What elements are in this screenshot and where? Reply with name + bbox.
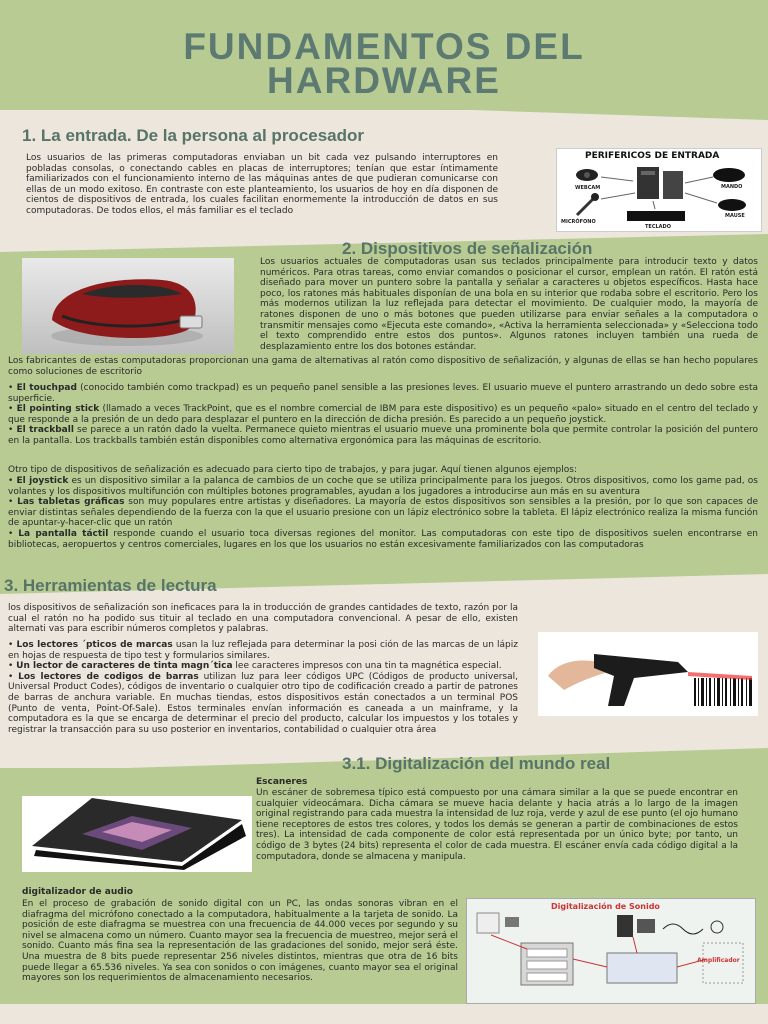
list-item-pointing-stick: • El pointing stick (llamado a veces TrackPoint, que es el nombre comercial de IBM para este dispositivo) es un pequeño «palo» situado en el centro del teclado y que responde a la presión de un dedo para desplazar el puntero en la dirección de dicha presión. Es parecido a un pequeño joystick. <box>8 404 759 425</box>
section31-heading: 3.1. Digitalización del mundo real <box>342 754 611 773</box>
item-text: lee caracteres impresos con una tin ta magnética especial. <box>232 661 502 672</box>
flatbed-drawing <box>22 796 252 872</box>
red-mouse-image <box>22 258 234 354</box>
list-item-magnetic-ink: • Un lector de caracteres de tinta magn´tica lee caracteres impresos con una tin ta magnética especial. <box>8 661 502 672</box>
scanner-drawing <box>538 632 758 716</box>
list-item-optical-mark: • Los lectores ´pticos de marcas usan la luz reflejada para determinar la posi ción de las marcas de un lápiz en hojas de respuesta de tipo test y formularios similares. <box>8 640 518 661</box>
item-bold: Las tabletas gráficas <box>17 497 125 508</box>
sound-digitization-diagram <box>466 898 756 1004</box>
item-text: es un dispositivo similar a la palanca de cambios de un coche que se utiliza principalmente para los juegos. Otros dispositivos, como los game pad, os volantes y los dispositivos multifunción con múltiples botones programables, ayudan a los jugadores a introducirse aun más en su aventura <box>8 476 758 497</box>
list-item-joystick: • El joystick es un dispositivo similar a la palanca de cambios de un coche que se utiliza principalmente para los juegos. Otros dispositivos, como los game pad, os volantes y los dispositivos multifunción con múltiples botones programables, ayudan a los jugadores a introducirse aun más en su aventura <box>8 476 758 497</box>
footer-strip <box>0 1004 768 1024</box>
list-item-tabletas: • Las tabletas gráficas son muy populares entre artistas y diseñadores. La mayoría de estos dispositivos son sensibles a la presión, por lo que son capaces de enviar distintas señales dependiendo de la fuerza con la que el usuario presione con un lápiz electrónico sobre la tableta. El lápiz electrónico realiza la misma función de apuntar-y-hacer-clic que un ratón <box>8 497 759 529</box>
list-item-touchpad: • El touchpad (conocido también como trackpad) es un pequeño panel sensible a las presiones leves. El usuario mueve el puntero arrastrando un dedo sobre esta superficie. <box>8 383 758 404</box>
list-item-pantalla-tactil: • La pantalla táctil responde cuando el usuario toca diversas regiones del monitor. Las computadoras con este tipo de dispositivos suelen encontrarse en bibliotecas, aeropuertos y centros comerciales, lugares en los que los usuarios no están excesivamente familiarizados con las computadoras <box>8 528 758 550</box>
section1-heading: 1. La entrada. De la persona al procesador <box>22 126 365 145</box>
page-title <box>0 26 768 101</box>
label-teclado: TECLADO <box>645 224 671 230</box>
item-text: son muy populares entre artistas y diseñadores. La mayoría de estos dispositivos son sensibles a la presión, por lo que son capaces de enviar distintas señales dependiendo de la fuerza con la que el usuario presione con un lápiz electrónico sobre la tableta. El lápiz electrónico realiza la misma función de apuntar-y-hacer-clic que un ratón <box>8 497 759 529</box>
section3-intro: los dispositivos de señalización son ineficaces para la in troducción de grandes cantidades de texto, razón por la cual el ratón no ha podido sus tituir al teclado en una computadora convencional. A pesar de ello, existen alternati vas para escribir números completos y palabras. <box>8 603 518 635</box>
reading-tools-list <box>8 640 518 735</box>
item-bold: Un lector de caracteres de tinta magn´tica <box>16 661 233 672</box>
item-bold: El touchpad <box>16 383 77 393</box>
item-text: (llamado a veces TrackPoint, que es el nombre comercial de IBM para este dispositivo) es un pequeño «palo» situado en el centro del teclado y que responde a la presión de un dedo para desplazar el puntero en la dirección de dicha presión. Es parecido a un pequeño joystick. <box>8 404 759 425</box>
label-mause: MAUSE <box>725 213 745 219</box>
diagram-drawing <box>467 899 755 1003</box>
scanner-body: Un escáner de sobremesa típico está compuesto por una cámara similar a la que se puede encontrar en cualquier videocámara. Dicha cámara se mueve hacia delante y hacia atrás a lo largo de la imagen original registrando para cada muestra la intensidad de luz roja, verde y azul de ese punto (el ojo humano tiene receptores de estos tres colores, y todos los demás se generan a partir de combinaciones de estos tres). La intensidad de cada componente de color está representada por un único byte; por tanto, un código de 3 bytes (24 bits) representa el color de cada muestra. El escáner envía cada código digital a la computadora, donde se almacena y manipula. <box>256 788 738 862</box>
section2-heading: 2. Dispositivos de señalización <box>342 239 593 258</box>
input-peripherals-figure <box>556 148 762 232</box>
item-text: (conocido también como trackpad) es un pequeño panel sensible a las presiones leves. El usuario mueve el puntero arrastrando un dedo sobre esta superficie. <box>8 383 758 404</box>
audio-title: digitalizador de audio <box>22 887 133 897</box>
item-bold: Los lectores ´pticos de marcas <box>16 640 173 650</box>
figure-title: PERIFERICOS DE ENTRADA <box>585 151 720 161</box>
diagram-title: Digitalización de Sonido <box>551 902 660 911</box>
item-bold: El pointing stick <box>16 404 100 415</box>
label-webcam: WEBCAM <box>575 185 601 191</box>
item-bold: El trackball <box>16 425 74 436</box>
item-text: se parece a un ratón dado la vuelta. Permanece quieto mientras el usuario mueve una prominente bola que permite controlar la posición del puntero en la pantalla. Los trackballs también están disponibles como alternativa ergonómica para las máquinas de escritorio. <box>8 425 759 446</box>
section1-body: Los usuarios de las primeras computadoras enviaban un bit cada vez pulsando interruptores en pobladas consolas, o conectando cables en placas de interruptores; tenían que estar íntimamente familiarizados con el funcionamiento interno de las máquinas antes de que pudieran comunicarse con ellas de un modo exitoso. En contraste con este planteamiento, los usuarios de hoy en día disponen de cientos de dispositivos de entrada, los cuales facilitan enormemente la introducción de datos en sus computadoras. De todos ellos, el más familiar es el teclado <box>26 153 498 216</box>
label-mando: MANDO <box>721 184 743 190</box>
audio-body: En el proceso de grabación de sonido digital con un PC, las ondas sonoras vibran en el diafragma del micrófono conectado a la computadora, habitualmente a la tarjeta de sonido. La posición de este diafragma se muestrea con una frecuencia de 44.000 veces por segundo y su nivel se almacena como un número. Cuanto mayor sea la frecuencia de muestreo, mejor será el sonido. Cuanto más fina sea la representación de las gradaciones del sonido, mejor será éste. Una muestra de 8 bits puede representar 256 niveles distintos, mientras que otra de 16 bits puede llegar a 65.536 niveles. Ya sea con sonidos o con imágenes, cuanto mayor sea el original mayores son los requerimientos de almacenamiento necesarios. <box>22 899 458 984</box>
section2-para2: Los fabricantes de estas computadoras proporcionan una gama de alternativas al ratón como dispositivo de señalización, y algunas de ellas se han hecho populares como soluciones de escritorio <box>8 356 758 377</box>
item-text: responde cuando el usuario toca diversas regiones del monitor. Las computadoras con este tipo de dispositivos suelen encontrarse en bibliotecas, aeropuertos y centros comerciales, lugares en los que los usuarios no están excesivamente familiarizados con las computadoras <box>8 528 758 550</box>
scanner-title: Escaneres <box>256 777 308 787</box>
section3-heading: 3. Herramientas de lectura <box>4 576 217 595</box>
item-text: utilizan luz para leer códigos UPC (Códigos de producto universal, Universal Product Codes), códigos de inventario o cualquier otro tipo de codificación creado a partir de patrones de barras de anchura variable. En muchas tiendas, estos dispositivos están conectados a un terminal POS (Punto de venta, Point-Of-Sale). Estos terminales envían información es caneada a un mainframe, y la computadora es la que se encarga de determinar el precio del producto, calcular los impuestos y los totales y registrar la transacción para su uso posterior en inventarios, contabilidad o cualquier otra área <box>8 671 519 735</box>
flatbed-scanner-image <box>22 796 252 872</box>
item-text: usan la luz reflejada para determinar la posi ción de las marcas de un lápiz en hojas de respuesta de tipo test y formularios similares. <box>8 640 518 661</box>
section2-para3: Otro tipo de dispositivos de señalización es adecuado para cierto tipo de trabajos, y para jugar. Aquí tienen algunos ejemplos: <box>8 465 577 475</box>
mouse-drawing <box>22 258 234 354</box>
list-item-barcode: • Los lectores de codigos de barras utilizan luz para leer códigos UPC (Códigos de producto universal, Universal Product Codes), códigos de inventario o cualquier otro tipo de codificación creado a partir de patrones de barras de anchura variable. En muchas tiendas, estos dispositivos están conectados a un terminal POS (Punto de venta, Point-Of-Sale). Estos terminales envían información es caneada a un mainframe, y la computadora es la que se encarga de determinar el precio del producto, calcular los impuestos y los totales y registrar la transacción para su uso posterior en inventarios, contabilidad o cualquier otra área <box>8 671 519 735</box>
title-line-2: HARDWARE <box>267 60 501 101</box>
barcode-scanner-image <box>538 632 758 716</box>
special-devices-list <box>8 476 758 550</box>
item-bold: El joystick <box>16 476 69 486</box>
label-microfono: MICRÓFONO <box>561 219 596 225</box>
list-item-trackball: • El trackball se parece a un ratón dado la vuelta. Permanece quieto mientras el usuario mueve una prominente bola que permite controlar la posición del puntero en la pantalla. Los trackballs también están disponibles como alternativa ergonómica para las máquinas de escritorio. <box>8 425 759 446</box>
label-amplificador: Amplificador <box>697 957 740 964</box>
title-line-1: FUNDAMENTOS DEL <box>183 26 585 67</box>
pointing-devices-list <box>8 383 758 447</box>
section2-intro: Los usuarios actuales de computadoras usan sus teclados principalmente para introducir texto y datos numéricos. Para otras tareas, como enviar comandos o posicionar el cursor, emplean un ratón. El ratón está diseñado para mover un puntero sobre la pantalla y señalar a caracteres u objetos específicos. Hasta hace poco, los ratones más habituales disponían de una bola en su interior que rodaba sobre el escritorio. Pero los más modernos utilizan la luz reflejada para detectar el movimiento. De cualquier modo, la mayoría de ratones disponen de uno o más botones que pueden utilizarse para enviar señales a la computadora o transmitir mensajes como «Ejecuta este comando», «Activa la herramienta seleccionada» y «Selecciona todo el texto comprendido entre estos dos puntos». Algunos ratones incluyen también una rueda de desplazamiento entre los dos botones estándar. <box>260 257 758 352</box>
item-bold: La pantalla táctil <box>18 528 109 539</box>
item-bold: Los lectores de codigos de barras <box>18 671 199 682</box>
